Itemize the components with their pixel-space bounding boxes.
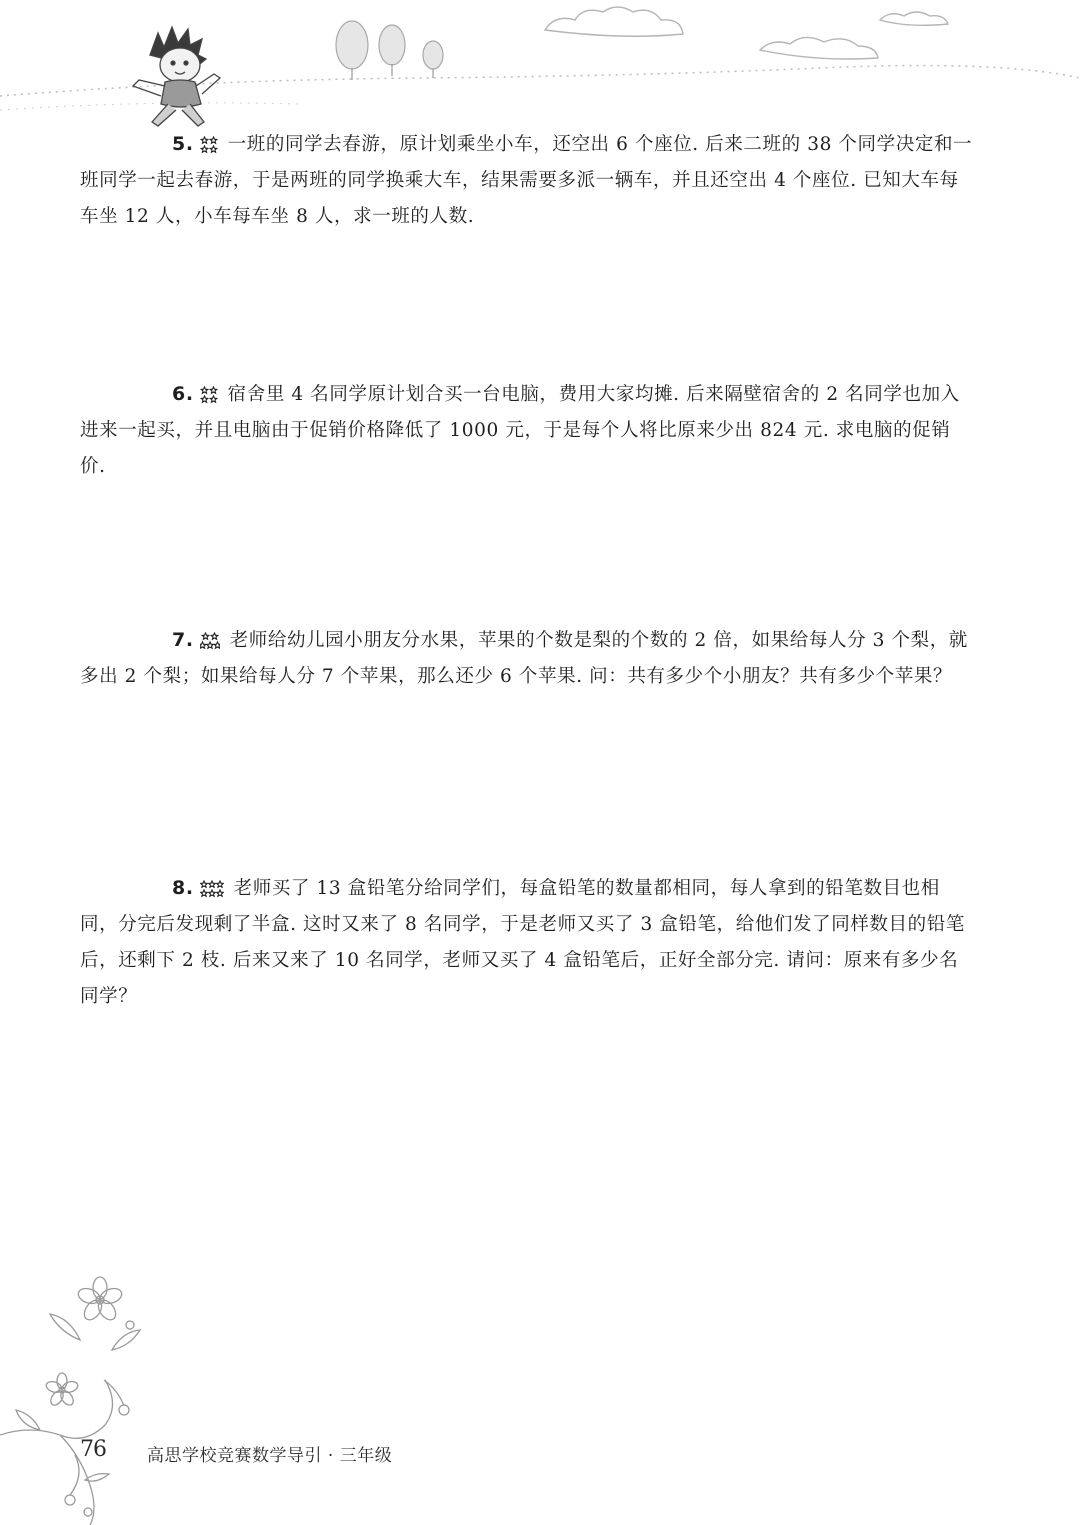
problem-text: 老师买了 13 盒铅笔分给同学们，每盒铅笔的数量都相同，每人拿到的铅笔数目也相同，分完后发现剩了半盒. 这时又来了 8 名同学，于是老师又买了 3 盒铅笔，给他们发了同样数目的铅笔后，还剩下 2 枝. 后来又来了 10 名同学，老师又买了 4 盒铅笔后，正好全部分完. 请问：原来有多少名同学？ <box>80 878 965 1007</box>
cartoon-boy-icon <box>133 27 220 126</box>
problem-number: 7. <box>172 629 194 651</box>
book-title: 高思学校竞赛数学导引 · 三年级 <box>147 1446 393 1466</box>
problem-7 <box>80 622 975 695</box>
cloud-icon <box>545 7 948 59</box>
difficulty-stars-icon <box>200 880 224 898</box>
problem-text: 宿舍里 4 名同学原计划合买一台电脑，费用大家均摊. 后来隔壁宿舍的 2 名同学也加入进来一起买，并且电脑由于促销价格降低了 1000 元，于是每个人将比原来少出 824 元. 求电脑的促销价. <box>80 384 960 477</box>
problem-5 <box>80 126 975 235</box>
difficulty-stars-icon <box>200 136 218 154</box>
page-number: 76 <box>80 1437 106 1462</box>
problem-8 <box>80 870 975 1015</box>
problem-6 <box>80 376 975 485</box>
problem-text: 一班的同学去春游，原计划乘坐小车，还空出 6 个座位. 后来二班的 38 个同学决定和一班同学一起去春游，于是两班的同学换乘大车，结果需要多派一辆车，并且还空出 4 个座位. 已知大车每车坐 12 人，小车每车坐 8 人，求一班的人数. <box>80 134 973 227</box>
difficulty-stars-icon <box>200 632 220 650</box>
flower-vine-icon <box>0 1240 200 1525</box>
problem-number: 5. <box>172 133 194 155</box>
difficulty-stars-icon <box>200 386 218 404</box>
tree-icon <box>336 21 443 80</box>
problem-number: 8. <box>172 877 194 899</box>
problem-text: 老师给幼儿园小朋友分水果，苹果的个数是梨的个数的 2 倍，如果给每人分 3 个梨，就多出 2 个梨；如果给每人分 7 个苹果，那么还少 6 个苹果. 问：共有多少个小朋友？共有多少个苹果？ <box>80 630 968 687</box>
problem-number: 6. <box>172 383 194 405</box>
